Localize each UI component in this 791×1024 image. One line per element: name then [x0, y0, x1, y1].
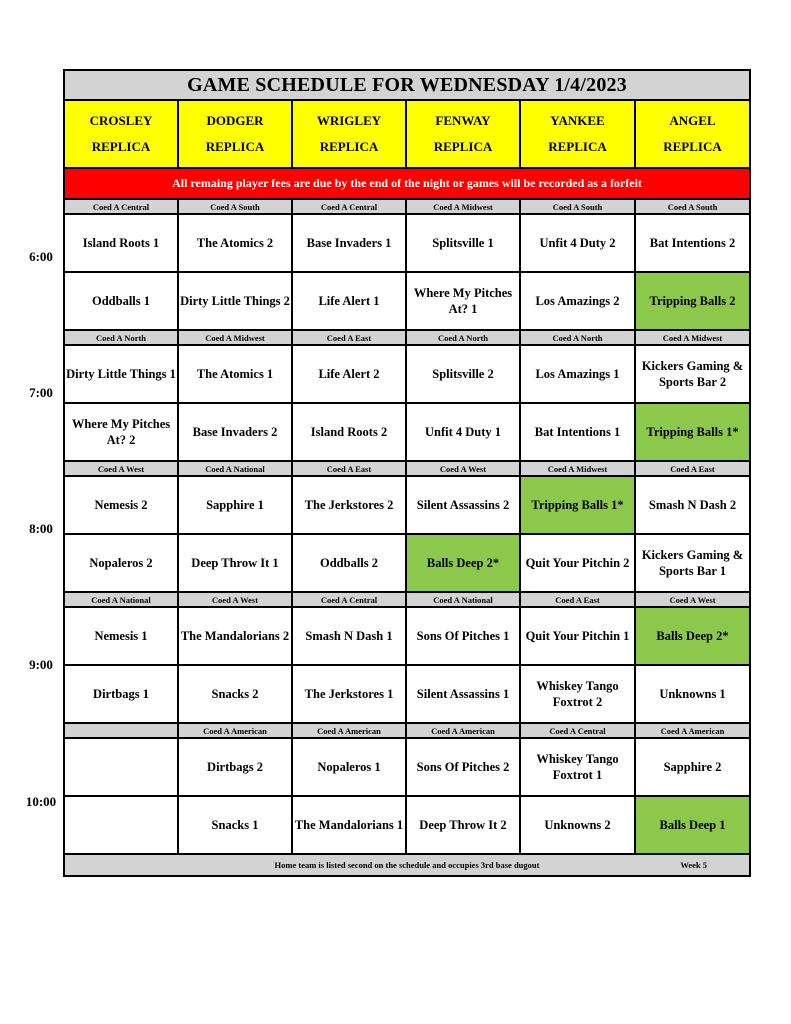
home-team-cell: Snacks 1 [178, 796, 292, 854]
field-name: YANKEE [550, 113, 605, 128]
away-team-cell [64, 738, 178, 796]
game-away-row [64, 738, 750, 796]
home-team-cell: Life Alert 1 [292, 272, 406, 330]
game-home-row [64, 403, 750, 461]
home-team-cell: The Jerkstores 1 [292, 665, 406, 723]
division-label: Coed A Central [292, 199, 406, 214]
home-team-cell: Dirtbags 1 [64, 665, 178, 723]
home-team-cell: Quit Your Pitchin 2 [520, 534, 635, 592]
home-team-cell: The Mandalorians 1 [292, 796, 406, 854]
division-label: Coed A West [406, 461, 520, 476]
field-name: FENWAY [435, 113, 491, 128]
division-label: Coed A American [406, 723, 520, 738]
field-header [292, 100, 406, 168]
away-team-cell: Silent Assassins 2 [406, 476, 520, 534]
division-label: Coed A National [64, 592, 178, 607]
home-team-cell: Kickers Gaming & Sports Bar 1 [635, 534, 750, 592]
division-label: Coed A National [406, 592, 520, 607]
division-label: Coed A North [520, 330, 635, 345]
division-label: Coed A Midwest [178, 330, 292, 345]
away-team-cell: Unfit 4 Duty 2 [520, 214, 635, 272]
field-sub: REPLICA [205, 139, 265, 154]
division-label: Coed A Midwest [635, 330, 750, 345]
division-label: Coed A North [406, 330, 520, 345]
schedule-title: GAME SCHEDULE FOR WEDNESDAY 1/4/2023 [64, 70, 750, 100]
home-team-cell: Tripping Balls 1* [635, 403, 750, 461]
home-team-note: Home team is listed second on the schedule and occupies 3rd base dugout [274, 860, 540, 870]
division-row [64, 592, 750, 607]
away-team-cell: Tripping Balls 1* [520, 476, 635, 534]
game-home-row [64, 665, 750, 723]
home-team-cell: Island Roots 2 [292, 403, 406, 461]
time-label: 7:00 [29, 385, 53, 400]
home-team-cell: Base Invaders 2 [178, 403, 292, 461]
division-label: Coed A South [635, 199, 750, 214]
field-sub: REPLICA [91, 139, 151, 154]
home-team-cell: Where My Pitches At? 1 [406, 272, 520, 330]
division-label: Coed A National [178, 461, 292, 476]
division-label: Coed A West [178, 592, 292, 607]
division-label: Coed A Midwest [520, 461, 635, 476]
away-team-cell: Life Alert 2 [292, 345, 406, 403]
away-team-cell: The Atomics 2 [178, 214, 292, 272]
division-label: Coed A American [292, 723, 406, 738]
field-name: WRIGLEY [316, 113, 382, 128]
division-label: Coed A West [64, 461, 178, 476]
home-team-cell: Balls Deep 2* [406, 534, 520, 592]
footer-row [64, 854, 750, 876]
schedule-table [63, 69, 751, 877]
schedule-body [64, 70, 750, 876]
away-team-cell: Dirty Little Things 1 [64, 345, 178, 403]
field-header [178, 100, 292, 168]
field-name: ANGEL [669, 113, 716, 128]
away-team-cell: Dirtbags 2 [178, 738, 292, 796]
field-header [520, 100, 635, 168]
game-away-row [64, 345, 750, 403]
division-label: Coed A American [635, 723, 750, 738]
division-row [64, 461, 750, 476]
home-team-cell: Oddballs 1 [64, 272, 178, 330]
game-away-row [64, 607, 750, 665]
home-team-cell: Silent Assassins 1 [406, 665, 520, 723]
home-team-cell: Unknowns 2 [520, 796, 635, 854]
division-label: Coed A South [520, 199, 635, 214]
away-team-cell: Sons Of Pitches 1 [406, 607, 520, 665]
home-team-cell [64, 796, 178, 854]
division-row [64, 199, 750, 214]
away-team-cell: Sapphire 2 [635, 738, 750, 796]
field-header-row [64, 100, 750, 168]
division-label: Coed A West [635, 592, 750, 607]
away-team-cell: Smash N Dash 1 [292, 607, 406, 665]
division-label [64, 723, 178, 738]
home-team-cell: Where My Pitches At? 2 [64, 403, 178, 461]
home-team-cell: Unknowns 1 [635, 665, 750, 723]
division-row [64, 723, 750, 738]
division-row [64, 330, 750, 345]
division-label: Coed A North [64, 330, 178, 345]
division-label: Coed A Central [64, 199, 178, 214]
away-team-cell: Bat Intentions 2 [635, 214, 750, 272]
away-team-cell: Kickers Gaming & Sports Bar 2 [635, 345, 750, 403]
time-label: 9:00 [29, 657, 53, 672]
away-team-cell: Nopaleros 1 [292, 738, 406, 796]
away-team-cell: Whiskey Tango Foxtrot 1 [520, 738, 635, 796]
away-team-cell: Splitsville 1 [406, 214, 520, 272]
division-label: Coed A Midwest [406, 199, 520, 214]
away-team-cell: The Atomics 1 [178, 345, 292, 403]
time-label: 10:00 [25, 794, 57, 809]
home-team-cell: Nopaleros 2 [64, 534, 178, 592]
home-team-cell: Oddballs 2 [292, 534, 406, 592]
away-team-cell: Island Roots 1 [64, 214, 178, 272]
away-team-cell: Nemesis 1 [64, 607, 178, 665]
away-team-cell: The Mandalorians 2 [178, 607, 292, 665]
field-name: DODGER [206, 113, 264, 128]
home-team-cell: Deep Throw It 1 [178, 534, 292, 592]
division-label: Coed A East [292, 330, 406, 345]
field-sub: REPLICA [433, 139, 493, 154]
home-team-cell: Tripping Balls 2 [635, 272, 750, 330]
away-team-cell: Balls Deep 2* [635, 607, 750, 665]
home-team-cell: Bat Intentions 1 [520, 403, 635, 461]
field-header [406, 100, 520, 168]
home-team-cell: Snacks 2 [178, 665, 292, 723]
game-home-row [64, 796, 750, 854]
away-team-cell: Splitsville 2 [406, 345, 520, 403]
away-team-cell: Quit Your Pitchin 1 [520, 607, 635, 665]
division-label: Coed A East [292, 461, 406, 476]
home-team-cell: Whiskey Tango Foxtrot 2 [520, 665, 635, 723]
week-label: Week 5 [680, 860, 708, 870]
field-header [64, 100, 178, 168]
division-label: Coed A East [635, 461, 750, 476]
division-label: Coed A Central [520, 723, 635, 738]
field-header [635, 100, 750, 168]
fees-notice: All remaing player fees are due by the end of the night or games will be recorded as a forfeit [64, 168, 750, 199]
game-home-row [64, 534, 750, 592]
field-sub: REPLICA [319, 139, 379, 154]
division-label: Coed A American [178, 723, 292, 738]
field-sub: REPLICA [663, 139, 722, 154]
home-team-cell: Balls Deep 1 [635, 796, 750, 854]
away-team-cell: Sons Of Pitches 2 [406, 738, 520, 796]
away-team-cell: Nemesis 2 [64, 476, 178, 534]
division-label: Coed A South [178, 199, 292, 214]
away-team-cell: Sapphire 1 [178, 476, 292, 534]
game-away-row [64, 214, 750, 272]
game-home-row [64, 272, 750, 330]
home-team-cell: Los Amazings 2 [520, 272, 635, 330]
away-team-cell: Smash N Dash 2 [635, 476, 750, 534]
home-team-cell: Dirty Little Things 2 [178, 272, 292, 330]
field-sub: REPLICA [548, 139, 607, 154]
division-label: Coed A East [520, 592, 635, 607]
field-name: CROSLEY [89, 113, 153, 128]
away-team-cell: Base Invaders 1 [292, 214, 406, 272]
game-away-row [64, 476, 750, 534]
home-team-cell: Unfit 4 Duty 1 [406, 403, 520, 461]
away-team-cell: The Jerkstores 2 [292, 476, 406, 534]
time-label: 6:00 [29, 249, 53, 264]
time-label: 8:00 [29, 521, 53, 536]
division-label: Coed A Central [292, 592, 406, 607]
away-team-cell: Los Amazings 1 [520, 345, 635, 403]
home-team-cell: Deep Throw It 2 [406, 796, 520, 854]
footer-cell [64, 854, 750, 876]
